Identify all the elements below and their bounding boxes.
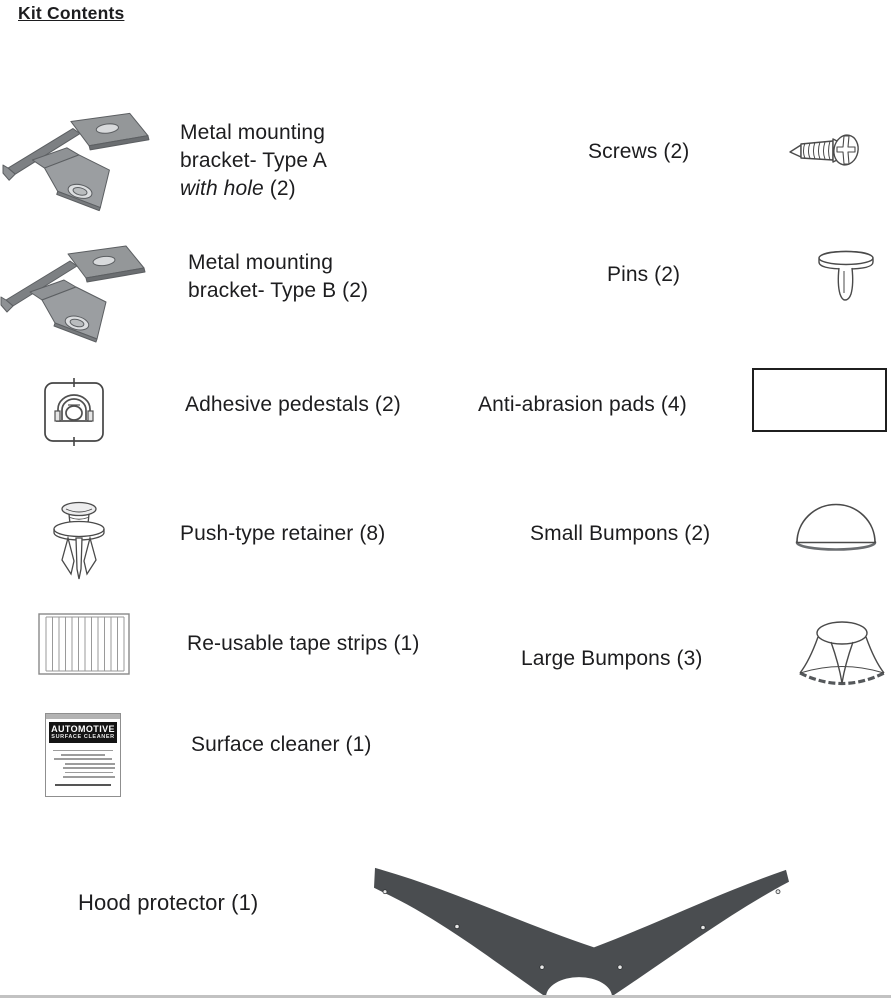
push-type-retainer-label: Push-type retainer (8)	[180, 522, 386, 545]
surface-cleaner-label: Surface cleaner (1)	[191, 733, 372, 756]
pin-icon	[814, 247, 878, 305]
anti-abrasion-pad-image	[752, 368, 887, 432]
bracket-type-b-label	[188, 249, 368, 305]
bracket-type-a-line3	[180, 175, 327, 203]
packet-fine-print	[46, 745, 120, 786]
bracket-type-a-count: (2)	[263, 177, 296, 200]
metal-bracket-type-a-image	[2, 107, 154, 219]
bracket-type-a-line2: bracket- Type A	[180, 149, 328, 172]
screws-label: Screws (2)	[588, 140, 690, 163]
page-bottom-edge	[0, 995, 891, 998]
large-bumpon-icon	[797, 616, 887, 696]
screw-icon	[788, 123, 860, 179]
small-bumpons-label: Small Bumpons (2)	[530, 522, 711, 545]
packet-subtitle: SURFACE CLEANER	[51, 734, 115, 740]
bracket-type-b-line2: bracket- Type B (2)	[188, 279, 369, 302]
tape-strips-label: Re-usable tape strips (1)	[187, 632, 420, 655]
page-title: Kit Contents	[18, 3, 125, 23]
hood-protector-image	[372, 850, 792, 999]
packet-top-bar	[46, 714, 120, 719]
large-bumpons-label: Large Bumpons (3)	[521, 647, 703, 670]
tape-strips-image	[38, 613, 130, 675]
adhesive-pedestals-label: Adhesive pedestals (2)	[185, 393, 401, 416]
packet-title: AUTOMOTIVE	[51, 724, 115, 734]
small-bumpon-icon	[794, 500, 878, 553]
adhesive-pedestal-image	[42, 377, 106, 447]
bracket-type-b-line1: Metal mounting	[188, 251, 333, 274]
bracket-type-a-italic: with hole	[180, 177, 264, 200]
packet-banner	[49, 722, 117, 743]
hood-protector-label: Hood protector (1)	[78, 890, 259, 915]
pins-label: Pins (2)	[607, 263, 681, 286]
bracket-type-a-label	[180, 119, 327, 203]
metal-bracket-type-b-image	[0, 240, 150, 350]
push-type-retainer-image	[52, 500, 107, 582]
bracket-type-a-line1: Metal mounting	[180, 121, 325, 144]
anti-abrasion-pads-label: Anti-abrasion pads (4)	[478, 393, 687, 416]
surface-cleaner-image	[45, 713, 121, 797]
hood-protector-shape	[374, 868, 789, 997]
